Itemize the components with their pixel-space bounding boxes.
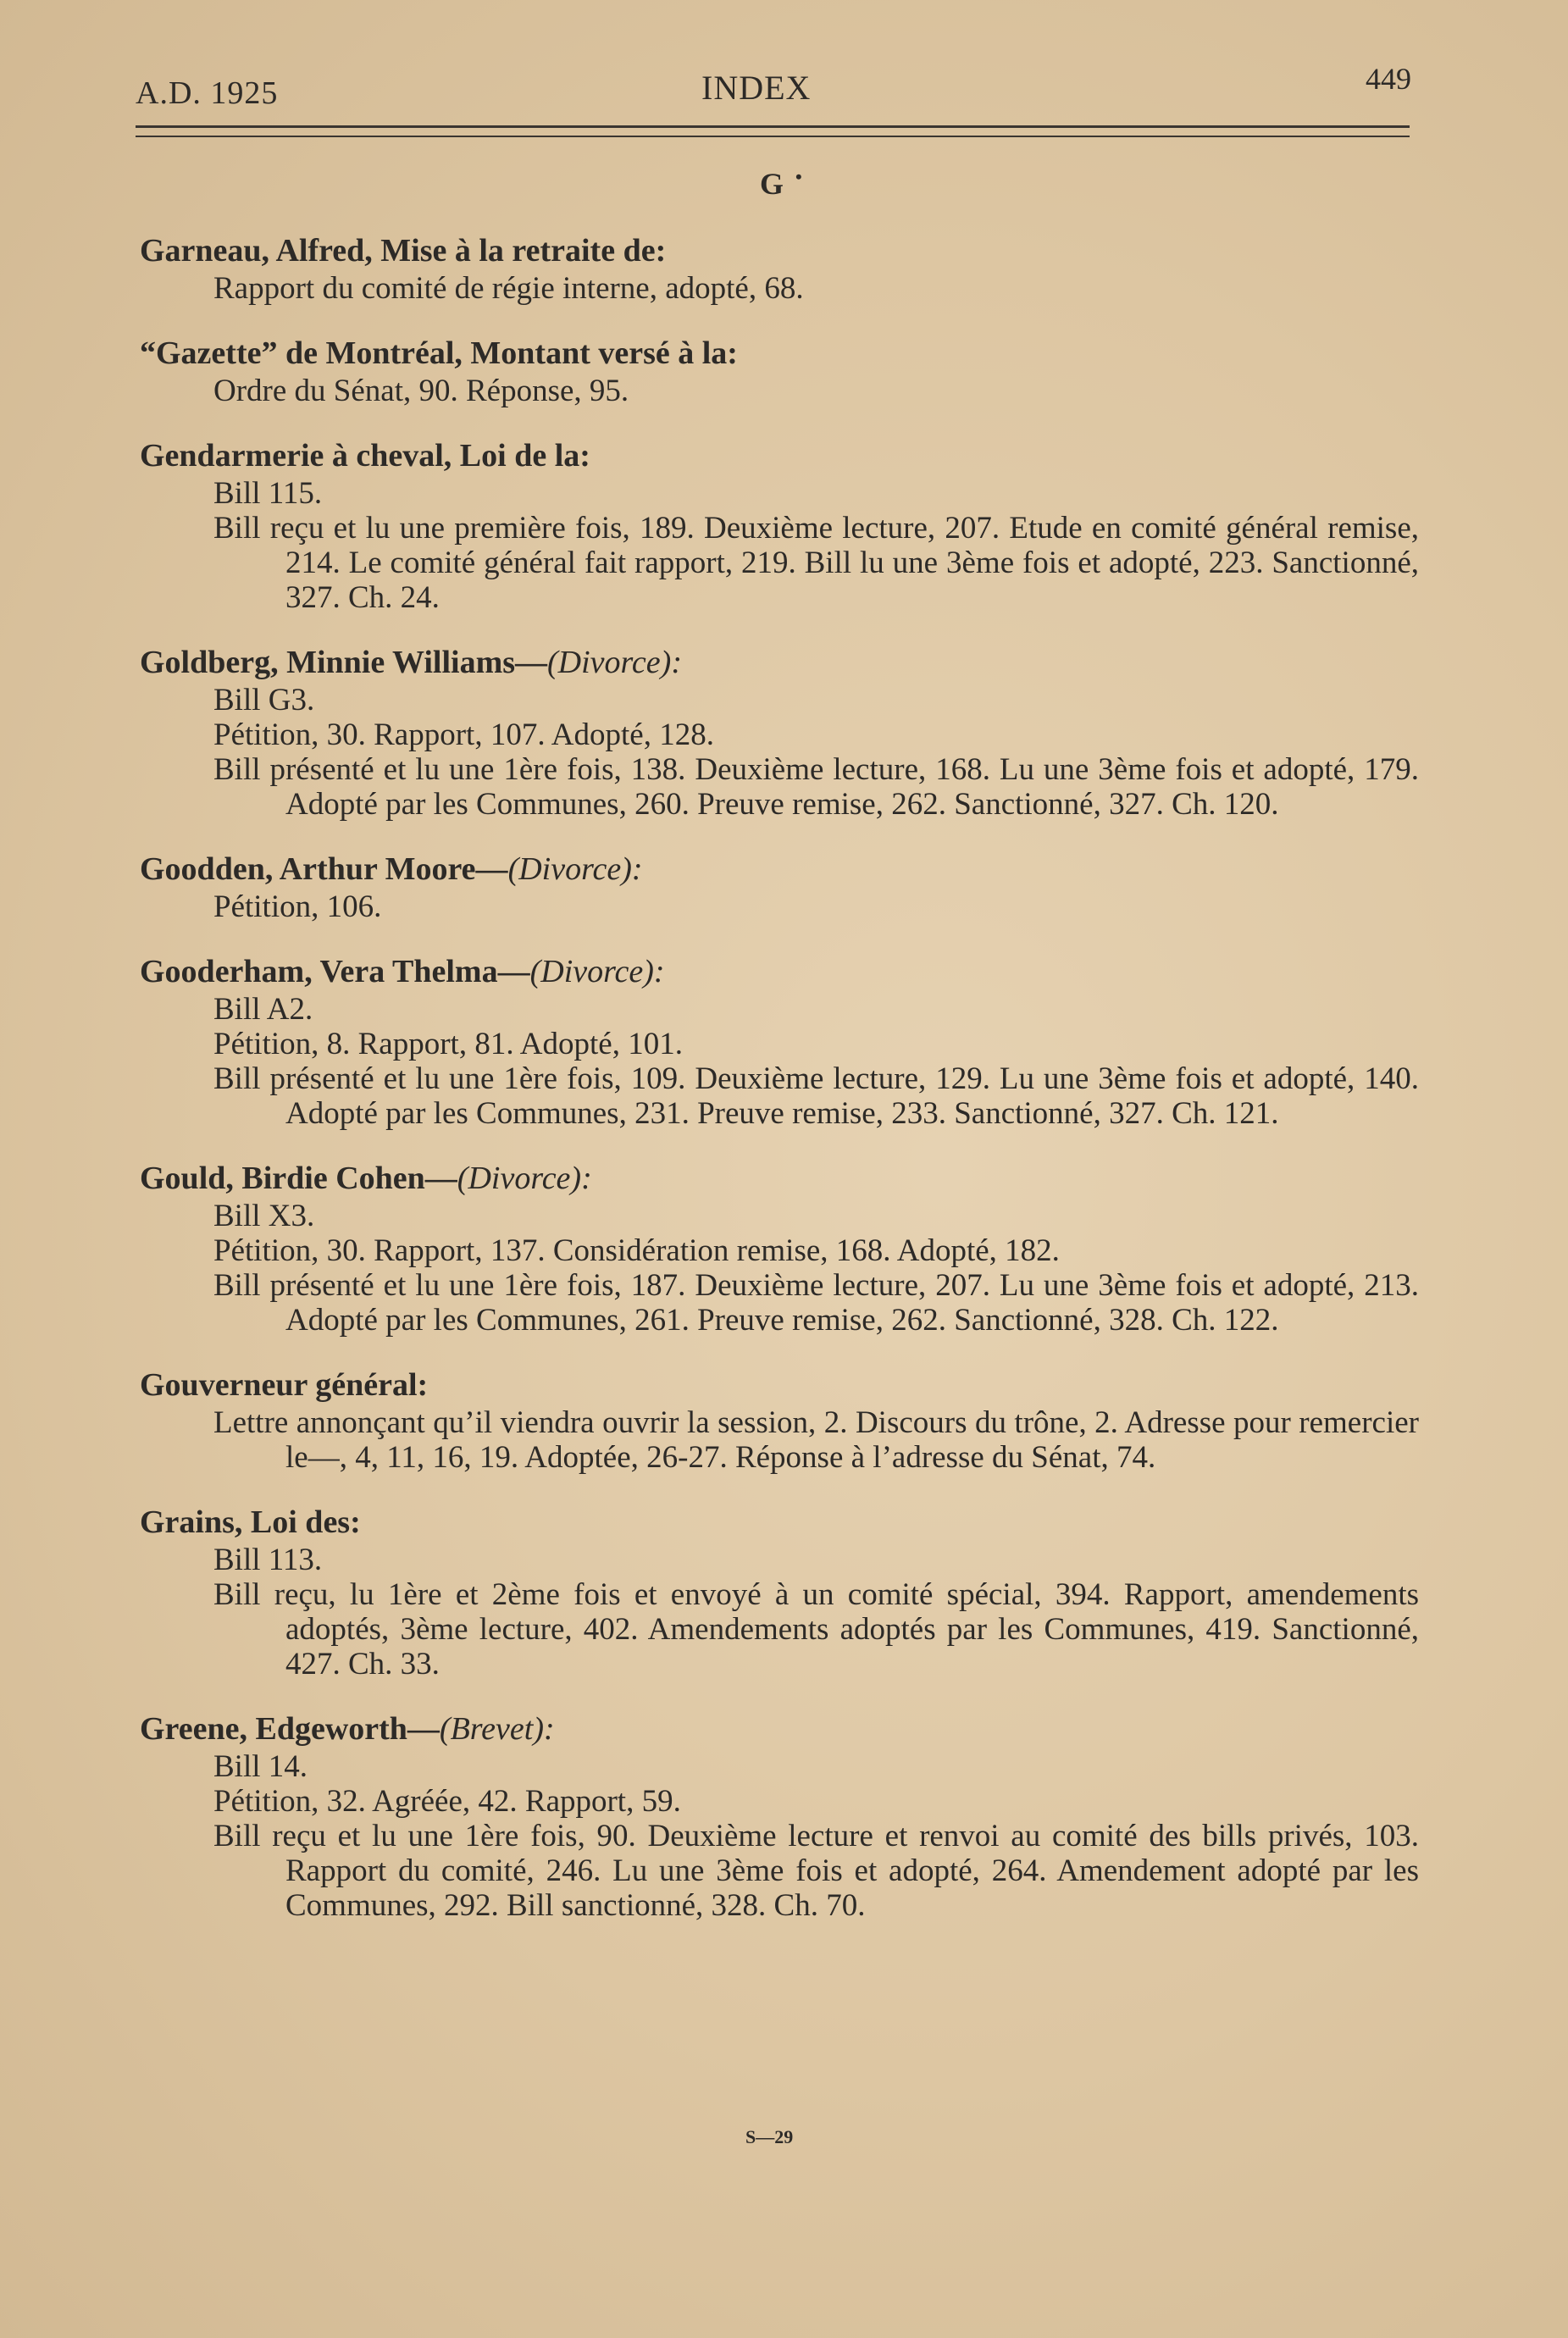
- entry-line: Lettre annonçant qu’il viendra ouvrir la session, 2. Discours du trône, 2. Adresse pour remercier le—, 4, 11, 16, 19. Adoptée, 26-27. Réponse à l’adresse du Sénat, 74.: [213, 1405, 1419, 1475]
- section-mark: •: [795, 166, 802, 187]
- entry-line: Pétition, 30. Rapport, 107. Adopté, 128.: [213, 717, 714, 752]
- entry-qualifier: (Divorce):: [529, 954, 665, 989]
- header-rule-bottom: [136, 136, 1410, 137]
- entry-heading: [140, 1709, 1419, 1749]
- entry-line: Bill présenté et lu une 1ère fois, 109. Deuxième lecture, 129. Lu une 3ème fois et adopté, 140. Adopté par les Communes, 231. Preuve remise, 233. Sanctionné, 327. Ch. 121.: [213, 1061, 1419, 1131]
- entry-name: Grains, Loi des:: [140, 1504, 361, 1540]
- index-entries: [140, 230, 1419, 1950]
- entry-line: Bill G3.: [213, 683, 315, 717]
- entry-line: Pétition, 8. Rapport, 81. Adopté, 101.: [213, 1027, 683, 1061]
- entry-line: Bill A2.: [213, 992, 313, 1027]
- entry-name: Gould, Birdie Cohen—: [140, 1161, 457, 1196]
- entry-heading: [140, 1502, 1419, 1543]
- entry-name: “Gazette” de Montréal, Montant versé à la:: [140, 335, 738, 371]
- entry-name: Garneau, Alfred, Mise à la retraite de:: [140, 233, 667, 269]
- entry-line: Bill présenté et lu une 1ère fois, 138. Deuxième lecture, 168. Lu une 3ème fois et adopté, 179. Adopté par les Communes, 260. Preuve remise, 262. Sanctionné, 327. Ch. 120.: [213, 752, 1419, 822]
- index-entry: [140, 1709, 1419, 1923]
- index-entry: [140, 1502, 1419, 1681]
- header-year: A.D. 1925: [136, 75, 279, 111]
- entry-qualifier: (Divorce):: [507, 851, 643, 887]
- entry-line: Bill reçu et lu une première fois, 189. Deuxième lecture, 207. Etude en comité général remise, 214. Le comité général fait rapport, 219. Bill lu une 3ème fois et adopté, 223. Sanctionné, 327. Ch. 24.: [213, 511, 1419, 615]
- entry-line: Ordre du Sénat, 90. Réponse, 95.: [213, 374, 629, 408]
- page-number: 449: [1366, 62, 1411, 96]
- entry-line: Bill X3.: [213, 1199, 315, 1233]
- signature-mark: S—29: [745, 2126, 794, 2147]
- section-letter: [760, 166, 802, 202]
- entry-heading: [140, 1365, 1419, 1405]
- entry-line: Pétition, 106.: [213, 889, 382, 924]
- index-entry: [140, 435, 1419, 615]
- entry-name: Gendarmerie à cheval, Loi de la:: [140, 438, 590, 474]
- entry-line: Bill reçu, lu 1ère et 2ème fois et envoyé à un comité spécial, 394. Rapport, amendements adoptés, 3ème lecture, 402. Amendements adoptés par les Communes, 419. Sanctionné, 427. Ch. 33.: [213, 1577, 1419, 1681]
- section-letter-text: G: [760, 167, 784, 201]
- entry-heading: [140, 951, 1419, 992]
- entry-line: Bill 113.: [213, 1543, 323, 1577]
- entry-heading: [140, 1158, 1419, 1199]
- index-entry: [140, 849, 1419, 924]
- index-entry: [140, 1365, 1419, 1475]
- entry-line: Bill présenté et lu une 1ère fois, 187. Deuxième lecture, 207. Lu une 3ème fois et adopté, 213. Adopté par les Communes, 261. Preuve remise, 262. Sanctionné, 328. Ch. 122.: [213, 1268, 1419, 1338]
- index-entry: [140, 951, 1419, 1131]
- entry-name: Goldberg, Minnie Williams—: [140, 645, 548, 680]
- entry-line: Pétition, 32. Agréée, 42. Rapport, 59.: [213, 1784, 681, 1819]
- entry-line: Bill reçu et lu une 1ère fois, 90. Deuxième lecture et renvoi au comité des bills privés, 103. Rapport du comité, 246. Lu une 3ème fois et adopté, 264. Amendement adopté par les Communes, 292. Bill sanctionné, 328. Ch. 70.: [213, 1819, 1419, 1923]
- entry-name: Greene, Edgeworth—: [140, 1711, 440, 1747]
- entry-heading: [140, 849, 1419, 889]
- entry-heading: [140, 333, 1419, 374]
- entry-heading: [140, 230, 1419, 271]
- index-entry: [140, 642, 1419, 822]
- entry-qualifier: (Brevet):: [439, 1711, 555, 1747]
- header-rule-top: [136, 125, 1410, 128]
- entry-qualifier: (Divorce):: [547, 645, 682, 680]
- entry-line: Bill 14.: [213, 1749, 308, 1784]
- entry-qualifier: (Divorce):: [457, 1161, 592, 1196]
- entry-line: Pétition, 30. Rapport, 137. Considération remise, 168. Adopté, 182.: [213, 1233, 1060, 1268]
- index-entry: [140, 333, 1419, 408]
- running-header: [136, 62, 1411, 117]
- entry-line: Bill 115.: [213, 476, 323, 511]
- entry-heading: [140, 642, 1419, 683]
- index-entry: [140, 1158, 1419, 1338]
- entry-name: Gouverneur général:: [140, 1367, 429, 1403]
- header-title: INDEX: [701, 69, 812, 107]
- entry-line: Rapport du comité de régie interne, adopté, 68.: [213, 271, 804, 306]
- entry-name: Gooderham, Vera Thelma—: [140, 954, 530, 989]
- entry-name: Goodden, Arthur Moore—: [140, 851, 508, 887]
- entry-heading: [140, 435, 1419, 476]
- index-entry: [140, 230, 1419, 306]
